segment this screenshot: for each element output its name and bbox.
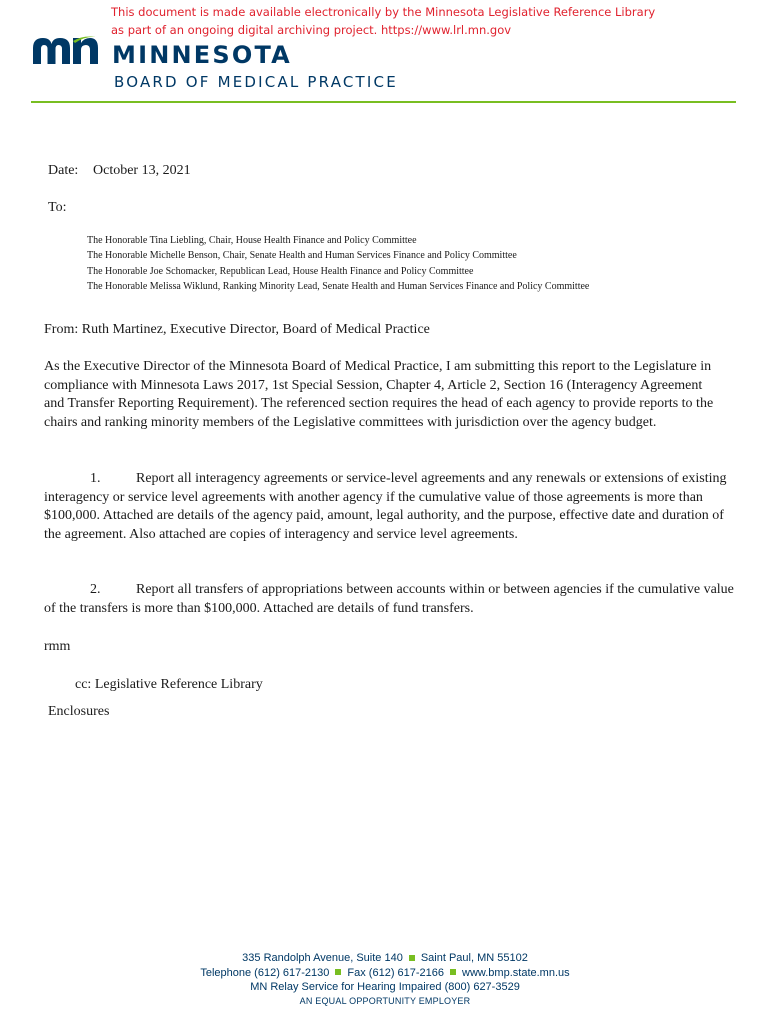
memo-date bbox=[48, 162, 191, 180]
item-text: Report all interagency agreements or service-level agreements and any renewals or extensions of existing interagency or service level agreements with another agency if the cumulative value of those agreements is more than $100,000. Attached are details of the agency paid, amount, legal authority, and the purpose, effective date and duration of the agreement. Also attached are copies of interagency and service level agreements. bbox=[44, 471, 727, 542]
footer-address: 335 Randolph Avenue, Suite 140 bbox=[242, 952, 403, 964]
square-bullet-icon bbox=[409, 955, 415, 961]
recipient-item: The Honorable Joe Schomacker, Republican Lead, House Health Finance and Policy Committee bbox=[87, 265, 474, 277]
date-label: Date: bbox=[48, 163, 79, 178]
header-divider bbox=[31, 101, 736, 103]
intro-paragraph: As the Executive Director of the Minnesota Board of Medical Practice, I am submitting this report to the Legislature in compliance with Minnesota Laws 2017, 1st Special Session, Chapter 4, Article 2, Section 16 (Interagency Agreement and Transfer Reporting Requirement). The referenced section requires the head of each agency to provide reports to the chairs and ranking minority members of the Legislative committees with jurisdiction over the agency budget. bbox=[44, 359, 714, 430]
footer-contact-line bbox=[0, 966, 770, 981]
date-value: October 13, 2021 bbox=[93, 163, 191, 178]
recipient-item: The Honorable Michelle Benson, Chair, Senate Health and Human Services Finance and Policy Committee bbox=[87, 250, 517, 262]
cc-line: cc: Legislative Reference Library bbox=[75, 677, 263, 692]
square-bullet-icon bbox=[335, 969, 341, 975]
archive-notice bbox=[111, 3, 671, 39]
footer-eoe: AN EQUAL OPPORTUNITY EMPLOYER bbox=[299, 995, 471, 1006]
from-line: From: Ruth Martinez, Executive Director, Board of Medical Practice bbox=[44, 322, 430, 337]
footer-telephone: Telephone (612) 617-2130 bbox=[200, 966, 330, 979]
recipient-list bbox=[87, 233, 589, 294]
footer-relay: MN Relay Service for Hearing Impaired (800) 627-3529 bbox=[250, 981, 520, 993]
to-label: To: bbox=[48, 200, 67, 215]
footer-website: www.bmp.state.mn.us bbox=[462, 966, 570, 979]
report-item-1 bbox=[44, 470, 734, 544]
mn-logo-icon bbox=[31, 34, 99, 73]
recipient-item: The Honorable Melissa Wiklund, Ranking Minority Lead, Senate Health and Human Services Finance and Policy Committee bbox=[87, 280, 590, 292]
footer-fax: Fax (612) 617-2166 bbox=[347, 966, 445, 979]
footer-address-line bbox=[0, 951, 770, 966]
item-number: 2. bbox=[90, 582, 101, 597]
enclosures-line: Enclosures bbox=[48, 704, 110, 719]
archive-notice-line-2: as part of an ongoing digital archiving project. https://www.lrl.mn.gov bbox=[111, 23, 512, 37]
footer-city: Saint Paul, MN 55102 bbox=[420, 952, 528, 964]
square-bullet-icon bbox=[450, 969, 456, 975]
archive-notice-line-1: This document is made available electronically by the Minnesota Legislative Reference Library bbox=[111, 5, 656, 19]
letter-footer bbox=[0, 951, 770, 1008]
board-name: BOARD OF MEDICAL PRACTICE bbox=[114, 73, 398, 91]
minnesota-wordmark: MINNESOTA bbox=[112, 41, 292, 69]
item-text: Report all transfers of appropriations between accounts within or between agencies if the cumulative value of the transfers is more than $100,000. Attached are details of fund transfers. bbox=[44, 582, 734, 616]
report-item-2 bbox=[44, 581, 734, 618]
recipient-item: The Honorable Tina Liebling, Chair, House Health Finance and Policy Committee bbox=[87, 235, 417, 246]
typist-initials: rmm bbox=[44, 639, 71, 654]
item-number: 1. bbox=[90, 471, 101, 486]
